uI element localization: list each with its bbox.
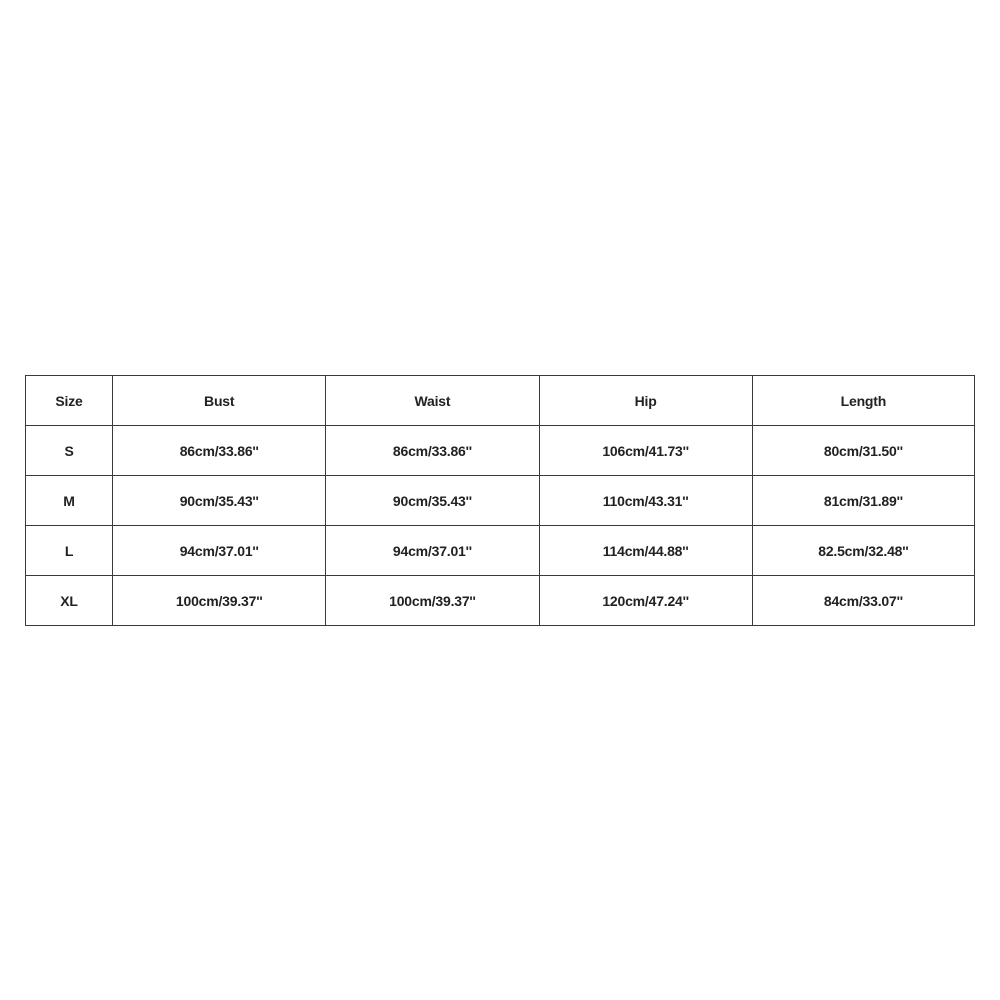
cell-length: 81cm/31.89'' [752, 476, 974, 526]
cell-size: XL [26, 576, 113, 626]
header-hip: Hip [539, 376, 752, 426]
cell-waist: 100cm/39.37'' [326, 576, 539, 626]
table-row [26, 526, 975, 576]
cell-hip: 114cm/44.88'' [539, 526, 752, 576]
cell-hip: 120cm/47.24'' [539, 576, 752, 626]
cell-size: S [26, 426, 113, 476]
header-length: Length [752, 376, 974, 426]
cell-length: 82.5cm/32.48'' [752, 526, 974, 576]
cell-bust: 86cm/33.86'' [113, 426, 326, 476]
table-row [26, 576, 975, 626]
cell-length: 80cm/31.50'' [752, 426, 974, 476]
cell-size: M [26, 476, 113, 526]
cell-hip: 106cm/41.73'' [539, 426, 752, 476]
header-bust: Bust [113, 376, 326, 426]
table-header-row [26, 376, 975, 426]
header-size: Size [26, 376, 113, 426]
cell-length: 84cm/33.07'' [752, 576, 974, 626]
cell-waist: 90cm/35.43'' [326, 476, 539, 526]
cell-waist: 86cm/33.86'' [326, 426, 539, 476]
cell-bust: 90cm/35.43'' [113, 476, 326, 526]
header-waist: Waist [326, 376, 539, 426]
cell-hip: 110cm/43.31'' [539, 476, 752, 526]
size-chart-table [25, 375, 975, 626]
table-row [26, 476, 975, 526]
cell-bust: 100cm/39.37'' [113, 576, 326, 626]
cell-size: L [26, 526, 113, 576]
cell-waist: 94cm/37.01'' [326, 526, 539, 576]
table-row [26, 426, 975, 476]
cell-bust: 94cm/37.01'' [113, 526, 326, 576]
